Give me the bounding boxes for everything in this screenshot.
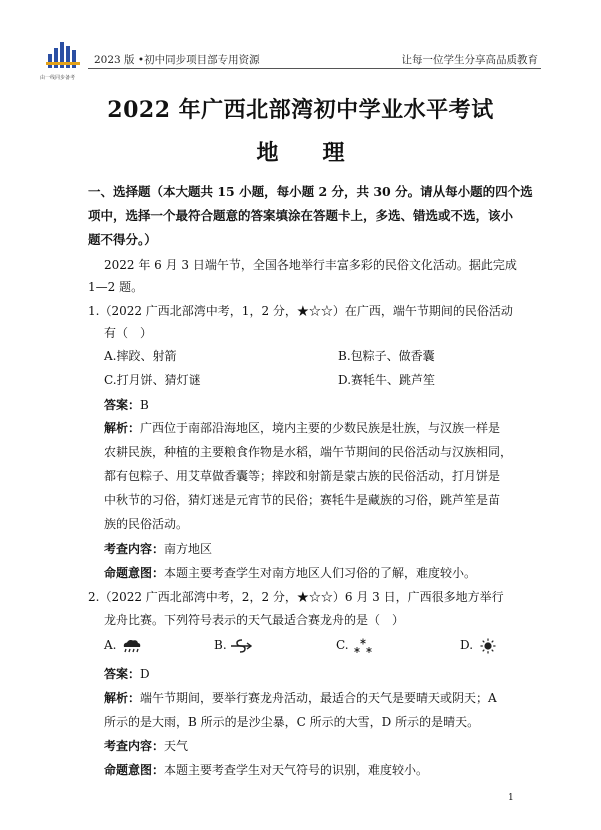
heavy-snow-icon <box>352 638 374 654</box>
q1-answer-value: B <box>140 398 149 412</box>
q2-option-c-letter: C. <box>336 638 349 652</box>
q1-option-d: D.赛牦牛、跳芦笙 <box>338 373 436 387</box>
intro-line-1: 2022 年 6 月 3 日端午节，全国各地举行丰富多彩的民俗文化活动。据此完成 <box>104 258 517 272</box>
q2-option-d <box>460 637 499 654</box>
heavy-rain-icon <box>120 638 142 654</box>
q1-analysis-line-5: 族的民俗活动。 <box>104 517 189 531</box>
q1-option-a: A.摔跤、射箭 <box>104 349 177 363</box>
q1-intent-value: 本题主要考查学生对南方地区人们习俗的了解，难度较小。 <box>164 566 477 580</box>
q2-content-label: 考查内容： <box>104 739 165 753</box>
brand-logo-icon <box>46 38 80 72</box>
q1-stem-line-1: 1.（2022 广西北部湾中考，1，2 分，★☆☆）在广西，端午节期间的民俗活动 <box>88 304 513 318</box>
q1-option-c: C.打月饼、猜灯谜 <box>104 373 201 387</box>
sandstorm-icon <box>230 638 252 654</box>
q2-content-row <box>104 738 188 754</box>
q1-content-row <box>104 541 212 557</box>
q1-analysis-text-1: 广西位于南部沿海地区，境内主要的少数民族是壮族，与汉族一样是 <box>140 421 501 435</box>
q2-option-b <box>214 637 252 654</box>
q1-analysis-line-1 <box>104 420 500 436</box>
q1-option-b: B.包粽子、做香囊 <box>338 349 435 363</box>
q1-content-value: 南方地区 <box>164 542 213 556</box>
q2-intent-row <box>104 762 428 778</box>
q2-option-a-letter: A. <box>104 638 117 652</box>
q1-analysis-line-4: 中秋节的习俗，猜灯迷是元宵节的民俗；赛牦牛是藏族的习俗，跳芦笙是苗 <box>104 493 501 507</box>
q2-content-value: 天气 <box>164 739 189 753</box>
q2-answer-value: D <box>140 667 150 681</box>
q2-intent-label: 命题意图： <box>104 763 165 777</box>
q2-stem-line-1: 2.（2022 广西北部湾中考，2，2 分，★☆☆）6 月 3 日，广西很多地方举行 <box>88 590 504 604</box>
sunny-icon <box>477 638 499 654</box>
q1-answer-row <box>104 397 149 413</box>
q2-analysis-label: 解析： <box>104 691 141 705</box>
q2-answer-row <box>104 666 150 682</box>
section-heading-line-3: 题不得分。） <box>88 232 157 247</box>
q2-analysis-text-1: 端午节期间，要举行赛龙舟活动，最适合的天气是要晴天或阴天；A <box>140 691 497 705</box>
q2-option-a <box>104 637 142 654</box>
q1-intent-label: 命题意图： <box>104 566 165 580</box>
section-heading-line-2: 项中，选择一个最符合题意的答案填涂在答题卡上，多选、错选或不选，该小 <box>88 208 514 223</box>
header-divider <box>88 68 541 69</box>
exam-title: 2022 年广西北部湾初中学业水平考试 <box>107 97 494 123</box>
q2-answer-label: 答案： <box>104 667 141 681</box>
q1-intent-row <box>104 565 476 581</box>
q1-answer-label: 答案： <box>104 398 141 412</box>
q2-option-b-letter: B. <box>214 638 227 652</box>
logo-caption: 由一线同步备考 <box>40 75 76 81</box>
intro-line-2: 1—2 题。 <box>88 280 144 294</box>
q2-intent-value: 本题主要考查学生对天气符号的识别，难度较小。 <box>164 763 429 777</box>
q2-option-c <box>336 637 374 654</box>
q1-content-label: 考查内容： <box>104 542 165 556</box>
header-right-text: 让每一位学生分享高品质教育 <box>401 54 538 66</box>
section-heading-line-1: 一、选择题（本大题共 15 小题，每小题 2 分，共 30 分。请从每小题的四个选 <box>88 184 533 199</box>
q2-stem-line-2: 龙舟比赛。下列符号表示的天气最适合赛龙舟的是（ ） <box>104 613 405 627</box>
page-number: 1 <box>508 793 514 803</box>
exam-subject: 地 理 <box>256 140 345 166</box>
q1-analysis-line-2: 农耕民族，种植的主要粮食作物是水稻，端午节期间的民俗活动与汉族相同， <box>104 445 513 459</box>
q2-option-d-letter: D. <box>460 638 474 652</box>
q1-analysis-line-3: 都有包粽子、用艾草做香囊等；摔跤和射箭是蒙古族的民俗活动，打月饼是 <box>104 469 501 483</box>
q2-analysis-line-2: 所示的是大雨，B 所示的是沙尘暴，C 所示的大雪，D 所示的是晴天。 <box>104 715 480 729</box>
q1-stem-line-2: 有（ ） <box>104 326 153 340</box>
q2-analysis-line-1 <box>104 690 497 706</box>
header-left-text: 2023 版 •初中同步项目部专用资源 <box>94 54 260 66</box>
q1-analysis-label: 解析： <box>104 421 141 435</box>
